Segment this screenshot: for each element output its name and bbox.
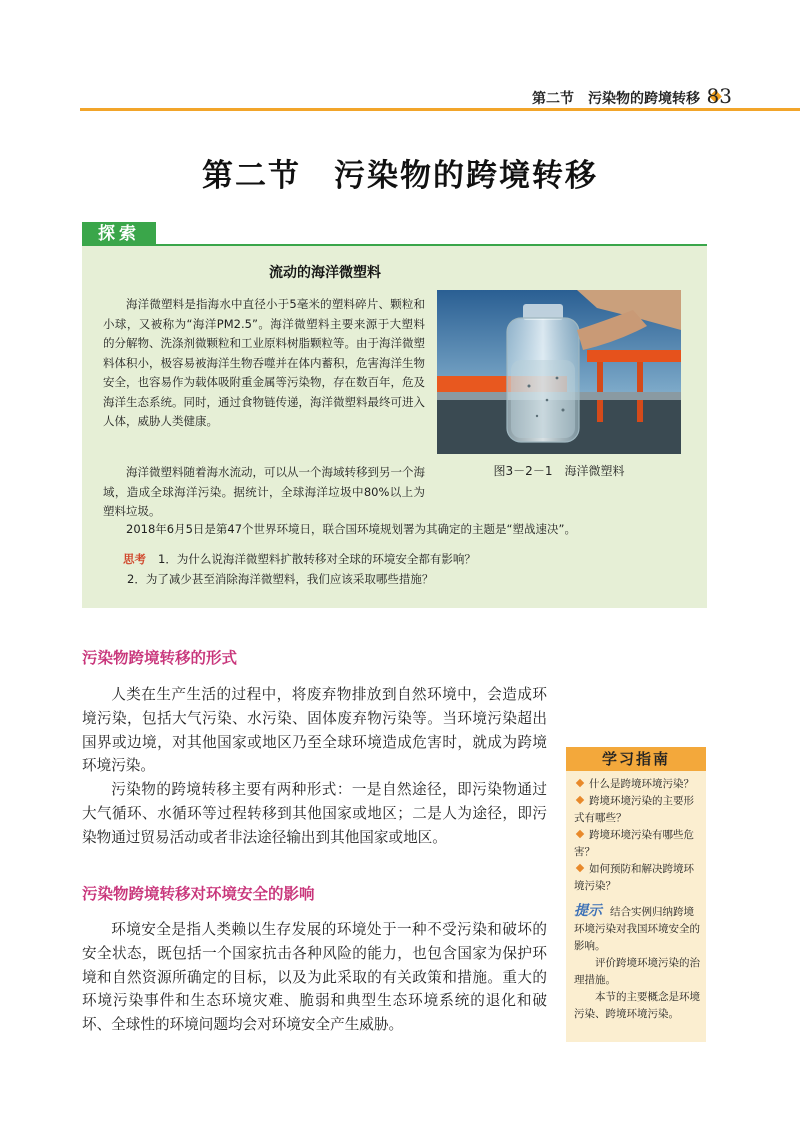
explore-rule <box>82 244 707 246</box>
think-question-2: 2．为了减少甚至消除海洋微塑料，我们应该采取哪些措施？ <box>127 571 434 586</box>
tip-text-1: 结合实例归纳跨境环境污染对我国环境安全的影响。 <box>574 906 700 952</box>
tip-text-2: 评价跨境环境污染的治理措施。 <box>574 957 700 986</box>
diamond-icon <box>576 864 584 872</box>
guide-item: 什么是跨境环境污染？ <box>574 776 702 793</box>
header-rule <box>80 108 800 111</box>
tip-label: 提示 <box>574 903 602 919</box>
body-paragraph: 人类在生产生活的过程中，将废弃物排放到自然环境中，会造成环境污染，包括大气污染、水污染、固体废弃物污染等。当环境污染超出国界或边境，对其他国家或地区乃至全球环境造成危害时，就成为跨境环境污染。 <box>82 686 547 775</box>
think-question-1: 1．为什么说海洋微塑料扩散转移对全球的环境安全都有影响？ <box>158 552 476 566</box>
explore-title: 流动的海洋微塑料 <box>269 265 381 281</box>
running-title: 第二节 污染物的跨境转移 <box>532 91 700 107</box>
learning-guide-list <box>574 776 702 895</box>
tip-text-3: 本节的主要概念是环境污染、跨境环境污染。 <box>574 991 700 1020</box>
section-body-forms <box>82 683 547 850</box>
microplastic-bottle-illustration <box>437 290 681 454</box>
page-number: 83 <box>706 84 732 108</box>
diamond-icon <box>576 830 584 838</box>
section-body-impact <box>82 918 547 1037</box>
guide-item: 跨境环境污染有哪些危害？ <box>574 829 694 858</box>
figure-caption: 图3－2－1 海洋微塑料 <box>493 464 625 478</box>
microplastic-photo <box>437 290 681 454</box>
explore-paragraph-3: 2018年6月5日是第47个世界环境日，联合国环境规划署为其确定的主题是“塑战速决”。 <box>126 522 576 536</box>
guide-tip <box>574 903 702 1023</box>
body-paragraph: 污染物的跨境转移主要有两种形式：一是自然途径，即污染物通过大气循环、水循环等过程转移到其他国家或地区；二是人为途径，即污染物通过贸易活动或者非法途径输出到其他国家或地区。 <box>82 781 547 846</box>
section-heading-forms: 污染物跨境转移的形式 <box>82 649 238 667</box>
guide-item: 如何预防和解决跨境环境污染？ <box>574 863 694 892</box>
learning-guide-title: 学习指南 <box>566 747 706 771</box>
page-title: 第二节 污染物的跨境转移 <box>202 158 598 194</box>
body-paragraph: 环境安全是指人类赖以生存发展的环境处于一种不受污染和破坏的安全状态，既包括一个国家抗击各种风险的能力，也包含国家为保护环境和自然资源所确定的目标，以及为此采取的有关政策和措施。重大的环境污染事件和生态环境灾难、脆弱和典型生态环境系统的退化和破坏、全球性的环境问题均会对环境安全产生威胁。 <box>82 921 547 1034</box>
running-header <box>460 86 790 108</box>
explore-paragraph-2: 海洋微塑料随着海水流动，可以从一个海域转移到另一个海域，造成全球海洋污染。据统计，全球海洋垃圾中80%以上为塑料垃圾。 <box>103 465 425 518</box>
guide-item: 跨境环境污染的主要形式有哪些？ <box>574 795 694 824</box>
think-block <box>123 550 703 589</box>
explore-label: 探索 <box>82 222 156 246</box>
think-label: 思考 <box>123 552 146 566</box>
diamond-icon <box>576 779 584 787</box>
section-heading-impact: 污染物跨境转移对环境安全的影响 <box>82 885 315 903</box>
explore-paragraph-1: 海洋微塑料是指海水中直径小于5毫米的塑料碎片、颗粒和小球，又被称为“海洋PM2.5”。海洋微塑料主要来源于大塑料的分解物、洗涤剂微颗粒和工业原料树脂颗粒等。由于海洋微塑料体积小，极容易被海洋生物吞噬并在体内蓄积，危害海洋生物安全，也容易作为载体吸附重金属等污染物，存在数百年，危及海洋生态系统。同时，通过食物链传递，海洋微塑料最终可进入人体，威胁人类健康。 <box>103 297 425 428</box>
diamond-icon <box>576 796 584 804</box>
